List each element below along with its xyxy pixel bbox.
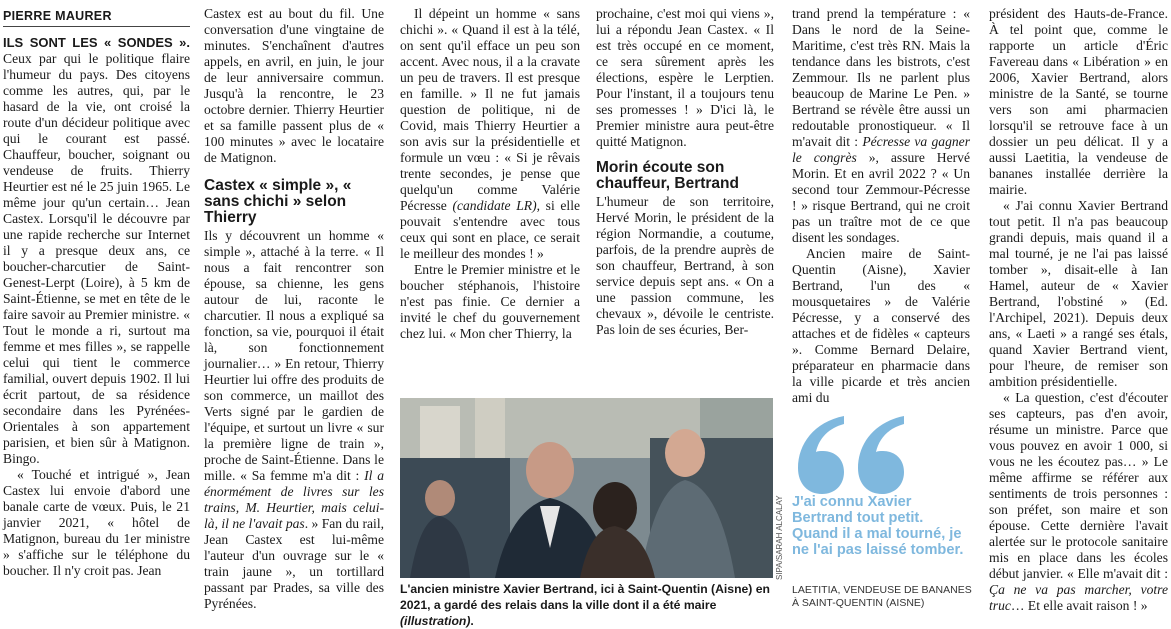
caption-text: . (470, 614, 474, 628)
photo-illustration (400, 398, 773, 578)
author-line: LAETITIA, VENDEUSE DE BANANES (792, 584, 972, 596)
paragraph: « Touché et intrigué », Jean Castex lui envoie d'abord une banale carte de vœux. Puis, le 21 janvier 2021, « hôtel de Matignon, bureau du 1er ministre » s'affiche sur le téléphone du boucher. Il n'y croit pas. Jean (3, 467, 190, 578)
subheading-morin: Morin écoute son chauffeur, Bertrand (596, 159, 739, 192)
lead-in: ILS SONT LES « SONDES ». (3, 35, 190, 50)
quote-italic: Il a énormément de livres sur les trains, M. Heurtier, mais celui-là, il ne l'avait pas (204, 468, 384, 531)
pull-quote-author (792, 584, 972, 610)
column-4 (596, 6, 774, 338)
paragraph-text: », assure Hervé Morin. Et en avril 2022 ? « Un second tour Zemmour-Pécresse ! » risque Bertrand, qui ne croit pas un traître mot de ce que disent les sondages. (792, 150, 970, 245)
byline: PIERRE MAURER (3, 8, 190, 27)
news-photo (400, 398, 773, 578)
paragraph (400, 6, 580, 262)
paragraph: « J'ai connu Xavier Bertrand tout petit. Il n'a pas beaucoup grandi depuis, mais quand il a mal tourné, je ne l'ai pas laissé tomber », disait-elle à Ian Hamel, auteur de « Xavier Bertrand, l'obstiné » (Ed. l'Archipel, 2021). Depuis deux ans, « Laeti » a rangé ses étals, quand Xavier Bertrand vient, pour l'heure, de remiser son ambition présidentielle. (989, 198, 1168, 389)
paragraph (792, 6, 970, 246)
column-5 (792, 6, 970, 406)
paragraph: prochaine, c'est moi qui viens », lui a répondu Jean Castex. « Il est très occupé en ce moment, ce sera sûrement après les élections, espère le Lerptien. Pour l'instant, il a toujours tenu ses promesses ! » D'ici là, le Premier ministre aura peut-être quitté Matignon. (596, 6, 774, 149)
paragraph (989, 390, 1168, 614)
column-2 (204, 6, 384, 612)
paragraph-intro (3, 35, 190, 467)
paragraph-text: , si elle pouvait s'entendre avec tous ceux qui sont en place, ce serait le meilleur des mondes ! » (400, 198, 581, 261)
caption-text: L'ancien ministre Xavier Bertrand, ici à Saint-Quentin (Aisne) en 2021, a gardé des relais dans la ville dont il a été maire (400, 582, 770, 612)
aside-italic: (candidate LR) (452, 198, 537, 213)
paragraph: Ancien maire de Saint-Quentin (Aisne), Xavier Bertrand, l'un des « mousquetaires » de Valérie Pécresse, y a conservé des attaches et de fidèles « capteurs ». Comme Bernard Delaire, préparateur en pharmacie dans la ville picarde et très ancien ami du (792, 246, 970, 405)
subheading-castex: Castex « simple », « sans chichi » selon Thierry (204, 177, 352, 226)
caption-italic: (illustration) (400, 614, 471, 628)
quote-italic: Ça ne va pas marcher, votre truc (989, 582, 1168, 613)
paragraph: président des Hauts-de-France. À tel point que, comme le rapporte un article d'Éric Favereau dans « Libération » en 2006, Xavier Bertrand, alors ministre de la Santé, se tourne vers son ami pharmacien lorsqu'il se retrouve face à un dossier un peu délicat. Il y a aussi Laetitia, la vendeuse de bananes installée derrière la mairie. (989, 6, 1168, 197)
paragraph-text: … Et elle avait raison ! » (1010, 598, 1148, 613)
paragraph-text: . » Fan du rail, Jean Castex est lui-même l'auteur d'un ouvrage sur le « train jaune », un tortillard passant par Prades, sa ville des Pyrénées. (204, 516, 384, 611)
column-3 (400, 6, 580, 342)
paragraph-text: Il dépeint un homme « sans chichi ». « Quand il est à la télé, on sent qu'il efface un peu son accent. Avec nous, il a la cravate un peu de travers. Il est presque en famille. » Il ne fut jamais question de politique, ni de Covid, mais Thierry Heurtier a son avis sur la présidentielle et formule un vœu : « Si je rêvais trente secondes, je pense que quelqu'un comme Valérie Pécresse (400, 6, 580, 213)
pull-quote: J'ai connu Xavier Bertrand tout petit. Quand il a mal tourné, je ne l'ai pas laissé tomber. (792, 494, 964, 558)
column-1 (3, 8, 190, 579)
photo-credit: SIPA/SARAH ALCALAY (775, 495, 784, 580)
paragraph: L'humeur de son territoire, Hervé Morin, le président de la région Normandie, a coutume, parfois, de la prendre auprès de son chauffeur, Bertrand, à son service depuis sept ans. « On a une passion commune, les chevaux », dévoile le centriste. Pas loin de ses écuries, Ber- (596, 194, 774, 337)
quote-mark-icon (792, 408, 912, 498)
paragraph: Castex est au bout du fil. Une conversation d'une vingtaine de minutes. S'enchaînent d'autres appels, en avril, en juin, le jour de leur anniversaire commun. Jusqu'à la rencontre, le 23 octobre dernier. Thierry Heurtier et sa famille passent plus de « 100 minutes » avec le locataire de Matignon. (204, 6, 384, 165)
paragraph-text: Ceux par qui le politique flaire l'humeur du pays. Des citoyens comme les autres, qui, par le hasard de la vie, ont croisé la route d'un décideur politique avec qui le courant est passé. Chauffeur, boucher, soignant ou vendeuse de fruits. Thierry Heurtier est né le 25 juin 1965. Le même jour qu'un certain… Jean Castex. Lorsqu'il le découvre par une rapide recherche sur Internet il y a presque deux ans, ce boucher-charcutier de Saint-Genest-Lerpt (Loire), à 5 km de Saint-Étienne, se met en tête de le faire savoir au Premier ministre. « Tout le monde a ri, surtout ma femme et mes filles », se rappelle celui qui tient le commerce familial, ouvert depuis 1902. Il lui écrit partout, de sa résidence secondaire dans les Pyrénées-Orientales à son appartement parisien, et bien sûr à Matignon. Bingo. (3, 51, 190, 466)
column-6 (989, 6, 1168, 614)
paragraph-text: trand prend la température : « Dans le nord de la Seine-Maritime, c'est très RN. Mais la tendance dans les bistrots, c'est Zemmour. Ils ne parlent plus beaucoup de Marine Le Pen. » Bertrand se révèle être aussi un redoutable pronostiqueur. « Il m'avait dit : (792, 6, 970, 149)
paragraph: Entre le Premier ministre et le boucher stéphanois, l'histoire n'est pas finie. Ce dernier a invité le chef du gouvernement chez lui. « Mon cher Thierry, la (400, 262, 580, 341)
photo-caption (400, 581, 780, 629)
quote-italic: Pécresse va gagner le congrès (792, 134, 970, 165)
paragraph (204, 228, 384, 612)
author-line: À SAINT-QUENTIN (AISNE) (792, 597, 925, 609)
paragraph-text: « La question, c'est d'écouter ses capteurs, pas d'en avoir, résume un ministre. Parce que vous pouvez en avoir 1 000, si vous ne les écoutez pas… » Le même affirme se référer aux sentiments de trois personnes : son préfet, son maire et son épouse. Cette dernière l'avait alertée sur le protocole sanitaire mis en place dans les écoles début janvier. « Elle m'avait dit : (989, 390, 1168, 581)
paragraph-text: Ils y découvrent un homme « simple », attaché à la terre. « Il nous a fait rencontrer son épouse, sa chienne, les gens autour de lui, raconte le charcutier. Il nous a expliqué sa fonction, sa vie, pourquoi il était là, son fonctionnement journalier… » En retour, Thierry Heurtier lui offre des produits de son commerce, un maillot des Verts signé par le gardien de l'équipe, et surtout un livre « sur la première ligne de train », proche de Saint-Étienne. Dans le mille. « Sa femme m'a dit : (204, 228, 384, 483)
